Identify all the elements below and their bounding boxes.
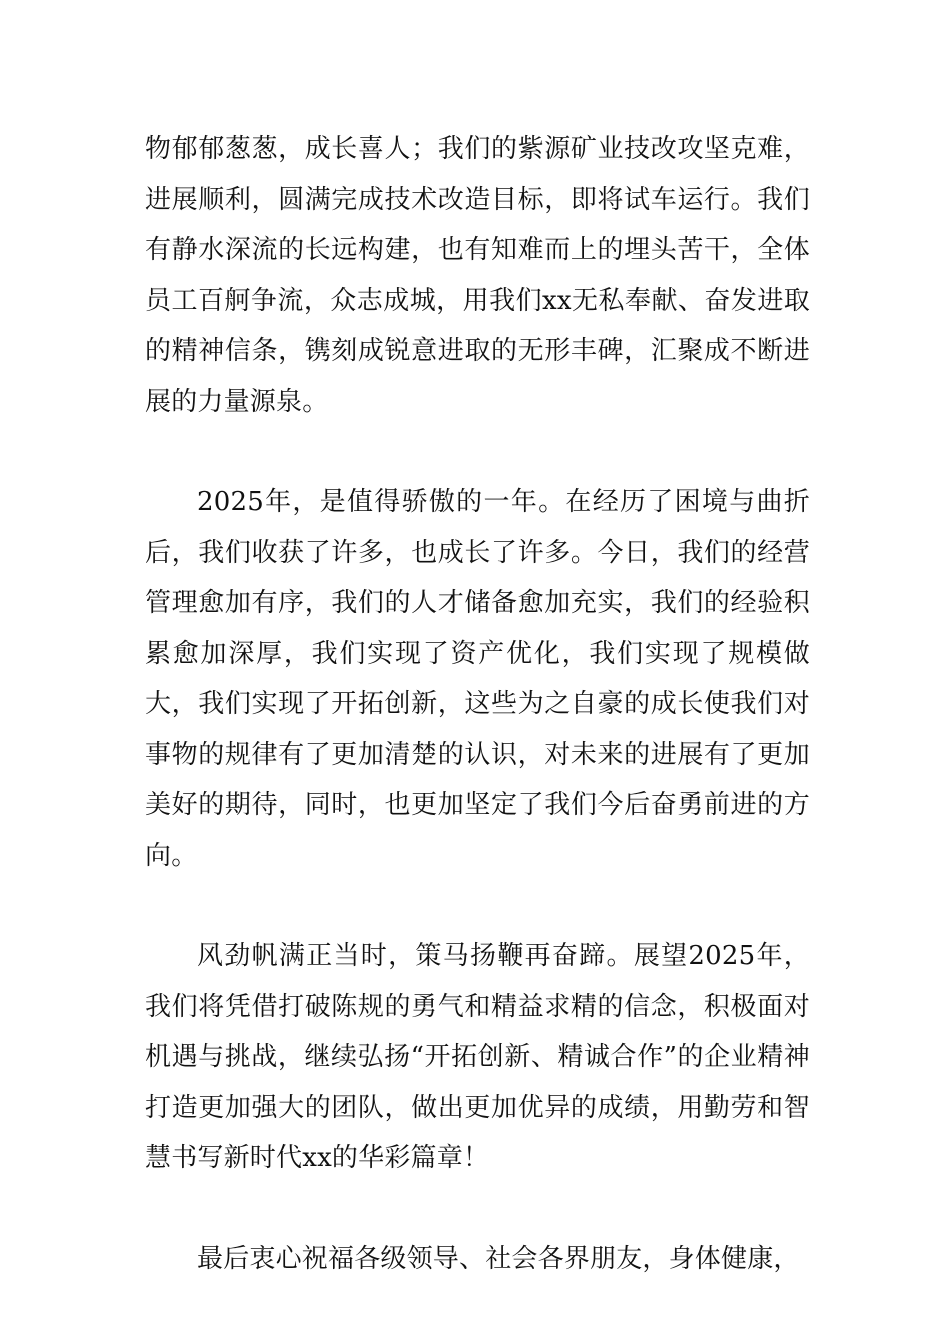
paragraph-year-review: 2025年，是值得骄傲的一年。在经历了困境与曲折后，我们收获了许多，也成长了许多。今日，我们的经营管理愈加有序，我们的人才储备愈加充实，我们的经验积累愈加深厚，我们实现了资产优化，我们实现了规模做大，我们实现了开拓创新，这些为之自豪的成长使我们对事物的规律有了更加清楚的认识，对未来的进展有了更加美好的期待，同时，也更加坚定了我们今后奋勇前进的方向。 (145, 487, 810, 871)
document-body (145, 124, 810, 1284)
paragraph-outlook: 风劲帆满正当时，策马扬鞭再奋蹄。展望2025年，我们将凭借打破陈规的勇气和精益求精的信念，积极面对机遇与挑战，继续弘扬“开拓创新、精诚合作”的企业精神打造更加强大的团队，做出更加优异的成绩，用勤劳和智慧书写新时代xx的华彩篇章！ (145, 941, 810, 1173)
paragraph-closing: 最后衷心祝福各级领导、社会各界朋友，身体健康， (197, 1243, 800, 1274)
paragraph-continuation: 物郁郁葱葱，成长喜人；我们的紫源矿业技改攻坚克难，进展顺利，圆满完成技术改造目标，即将试车运行。我们有静水深流的长远构建，也有知难而上的埋头苦干，全体员工百舸争流，众志成城，用我们xx无私奉献、奋发进取的精神信条，镌刻成锐意进取的无形丰碑，汇聚成不断进展的力量源泉。 (145, 134, 810, 417)
